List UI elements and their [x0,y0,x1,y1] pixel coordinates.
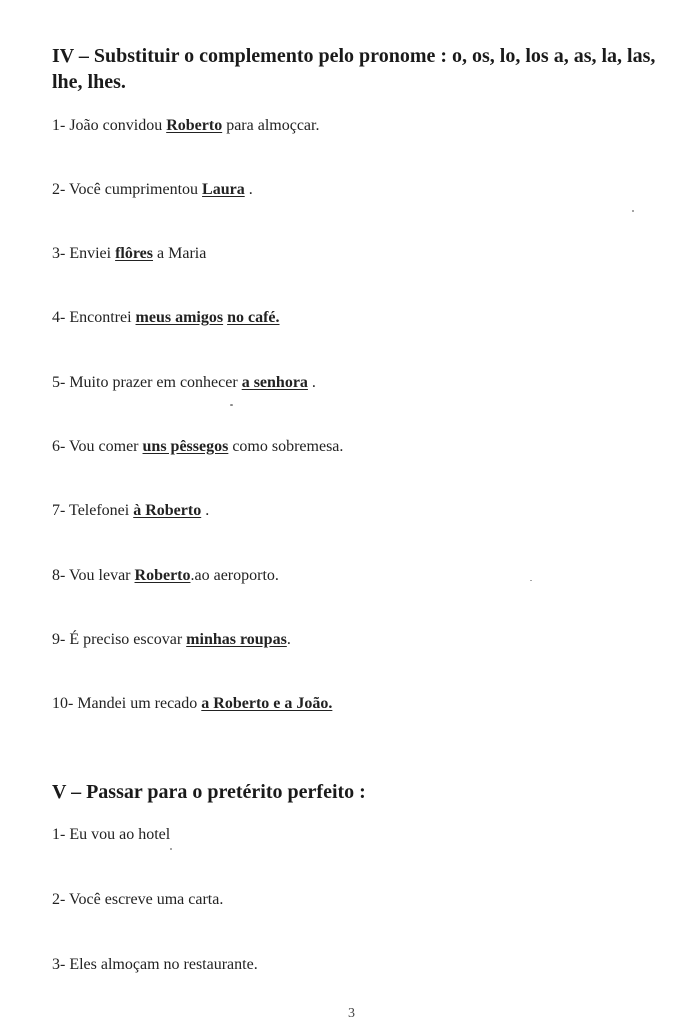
scan-speck [230,404,233,406]
exercise-iv-2: 2- Você cumprimentou Laura . [52,181,253,198]
page-number: 3 [348,1006,355,1021]
exercise-iv-3: 3- Enviei flôres a Maria [52,245,207,262]
exercise-iv-10: 10- Mandei um recado a Roberto e a João. [52,695,333,712]
scan-speck [632,210,634,212]
exercise-iv-1: 1- João convidou Roberto para almoçcar. [52,117,320,134]
exercise-v-3: 3- Eles almoçam no restaurante. [52,956,258,973]
scan-speck [170,848,172,850]
exercise-iv-7: 7- Telefonei à Roberto . [52,502,210,519]
exercise-iv-6: 6- Vou comer uns pêssegos como sobremesa. [52,438,344,455]
section-iv-heading: IV – Substituir o complemento pelo pronome : o, os, lo, los a, as, la, las, lhe, lhes. [52,45,656,93]
exercise-iv-4: 4- Encontrei meus amigos no café. [52,309,280,326]
section-v-heading: V – Passar para o pretérito perfeito : [52,781,366,803]
exercise-v-1: 1- Eu vou ao hotel [52,826,171,843]
exercise-iv-9: 9- É preciso escovar minhas roupas. [52,631,291,648]
exercise-iv-8: 8- Vou levar Roberto.ao aeroporto. [52,567,279,584]
scan-speck [530,580,532,581]
exercise-iv-5: 5- Muito prazer em conhecer a senhora . [52,374,316,391]
exercise-v-2: 2- Você escreve uma carta. [52,891,224,908]
